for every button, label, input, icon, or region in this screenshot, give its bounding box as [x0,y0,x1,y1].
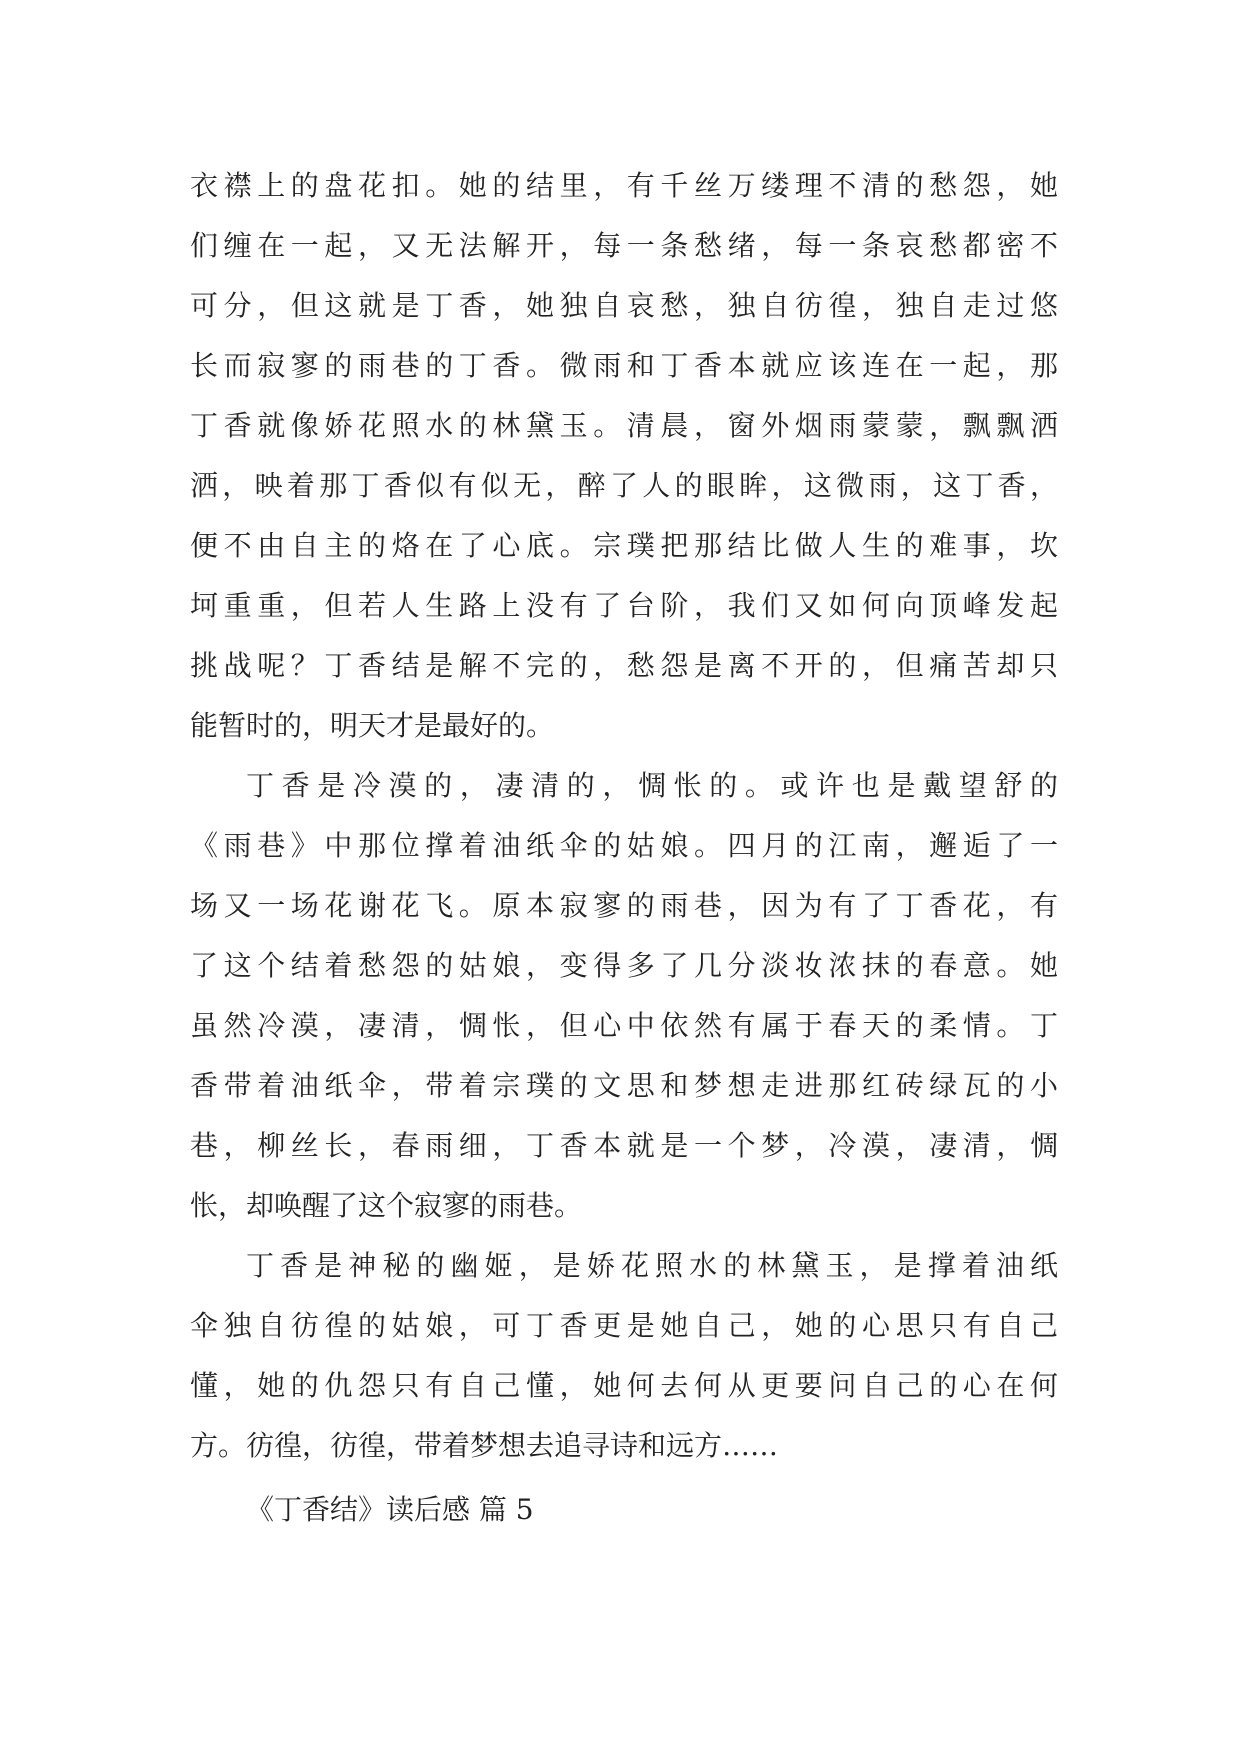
text-line: 挑战呢？丁香结是解不完的，愁怨是离不开的，但痛苦却只 [190,649,1058,682]
text-line: 懂，她的仇怨只有自己懂，她何去何从更要问自己的心在何 [190,1369,1058,1402]
document-body [190,156,1058,1476]
text-line: 能暂时的，明天才是最好的。 [190,709,555,742]
text-line: 虽然冷漠，凄清，惆怅，但心中依然有属于春天的柔情。丁 [190,1009,1058,1042]
text-line: 方。彷徨，彷徨，带着梦想去追寻诗和远方…… [190,1429,779,1462]
paragraph-3 [190,1236,1058,1476]
text-line: 伞独自彷徨的姑娘，可丁香更是她自己，她的心思只有自己 [190,1309,1058,1342]
text-line: 了这个结着愁怨的姑娘，变得多了几分淡妆浓抹的春意。她 [190,949,1058,982]
text-line: 巷，柳丝长，春雨细，丁香本就是一个梦，冷漠，凄清，惆 [190,1129,1058,1162]
paragraph-2 [190,756,1058,1236]
text-line: 衣襟上的盘花扣。她的结里，有千丝万缕理不清的愁怨，她 [190,169,1058,202]
text-line: 洒，映着那丁香似有似无，醉了人的眼眸，这微雨，这丁香， [190,469,1058,502]
text-line: 可分，但这就是丁香，她独自哀愁，独自彷徨，独自走过悠 [190,289,1058,322]
text-line: 丁香就像娇花照水的林黛玉。清晨，窗外烟雨蒙蒙，飘飘洒 [190,409,1058,442]
text-line: 《雨巷》中那位撑着油纸伞的姑娘。四月的江南，邂逅了一 [190,829,1058,862]
section-heading: 《丁香结》读后感 篇 5 [246,1493,534,1526]
text-line: 怅，却唤醒了这个寂寥的雨巷。 [190,1189,583,1222]
text-line: 长而寂寥的雨巷的丁香。微雨和丁香本就应该连在一起，那 [190,349,1058,382]
text-line: 们缠在一起，又无法解开，每一条愁绪，每一条哀愁都密不 [190,229,1058,262]
text-line: 坷重重，但若人生路上没有了台阶，我们又如何向顶峰发起 [190,589,1058,622]
text-line: 场又一场花谢花飞。原本寂寥的雨巷，因为有了丁香花，有 [190,889,1058,922]
paragraph-1 [190,156,1058,756]
text-line: 丁香是冷漠的，凄清的，惆怅的。或许也是戴望舒的 [246,769,1058,802]
text-line: 香带着油纸伞，带着宗璞的文思和梦想走进那红砖绿瓦的小 [190,1069,1058,1102]
text-line: 丁香是神秘的幽姬，是娇花照水的林黛玉，是撑着油纸 [246,1249,1058,1282]
text-line: 便不由自主的烙在了心底。宗璞把那结比做人生的难事，坎 [190,529,1058,562]
